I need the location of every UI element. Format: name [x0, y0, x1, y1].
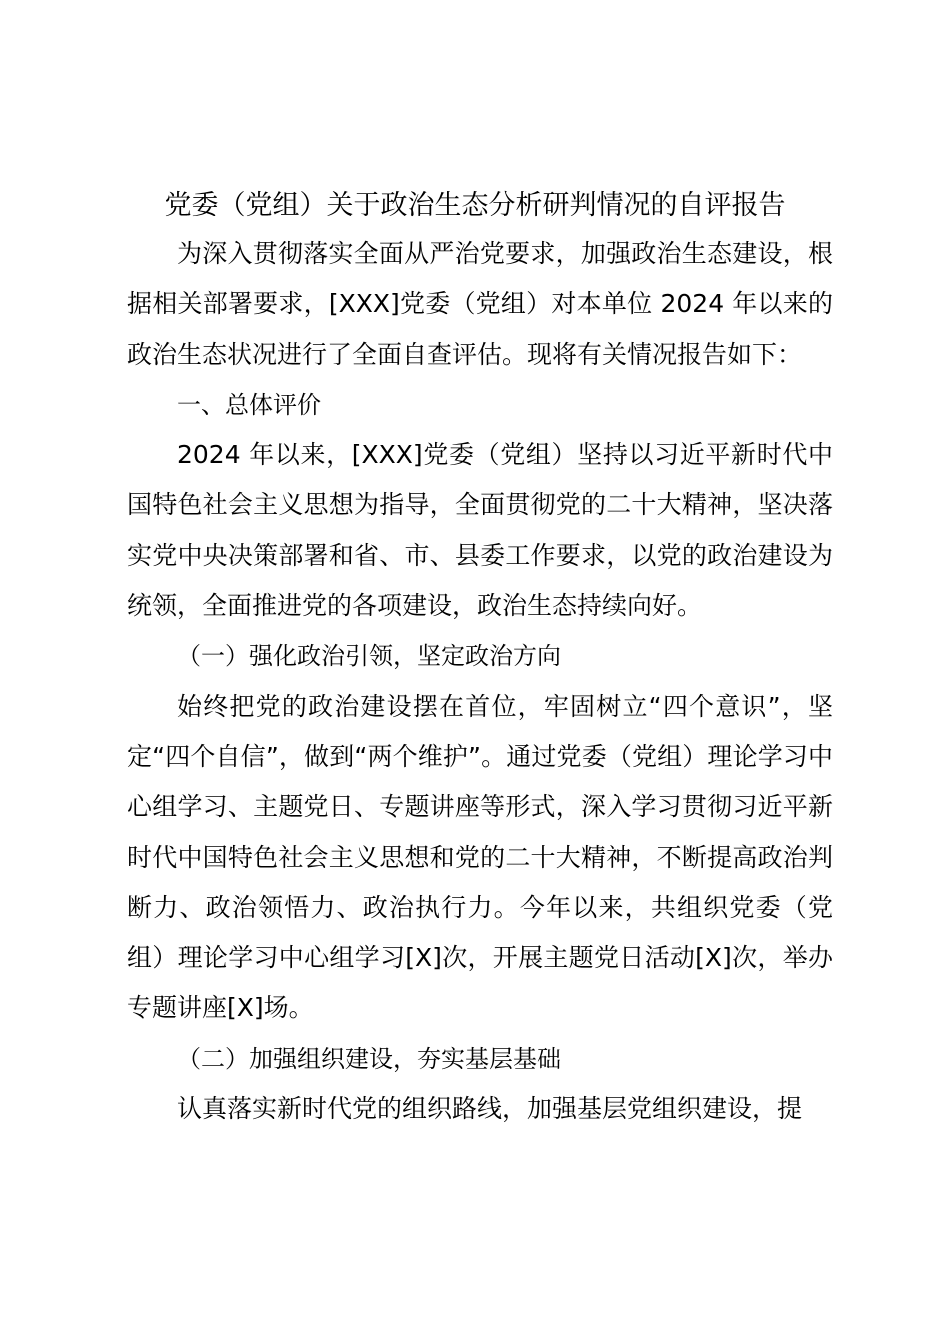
section-heading-overall-evaluation: 一、总体评价	[177, 390, 321, 419]
document-body	[127, 229, 833, 1134]
intro-paragraph: 为深入贯彻落实全面从严治党要求，加强政治生态建设，根据相关部署要求，[XXX]党委（党组）对本单位 2024 年以来的政治生态状况进行了全面自查评估。现将有关情况报告如下：	[127, 239, 833, 369]
organization-building-paragraph: 认真落实新时代党的组织路线，加强基层党组织建设，提	[177, 1094, 803, 1124]
subsection-heading-organization-building: （二）加强组织建设，夯实基层基础	[177, 1044, 561, 1073]
subsection-heading-political-guidance: （一）强化政治引领，坚定政治方向	[177, 642, 561, 671]
overall-evaluation-paragraph: 2024 年以来，[XXX]党委（党组）坚持以习近平新时代中国特色社会主义思想为指导，全面贯彻党的二十大精神，坚决落实党中央决策部署和省、市、县委工作要求，以党的政治建设为统领，全面推进党的各项建设，政治生态持续向好。	[127, 440, 833, 621]
document-title: 党委（党组）关于政治生态分析研判情况的自评报告	[164, 190, 786, 221]
political-guidance-paragraph: 始终把党的政治建设摆在首位，牢固树立“四个意识”，坚定“四个自信”，做到“两个维护”。通过党委（党组）理论学习中心组学习、主题党日、专题讲座等形式，深入学习贯彻习近平新时代中国特色社会主义思想和党的二十大精神，不断提高政治判断力、政治领悟力、政治执行力。今年以来，共组织党委（党组）理论学习中心组学习[X]次，开展主题党日活动[X]次，举办专题讲座[X]场。	[127, 691, 833, 1023]
